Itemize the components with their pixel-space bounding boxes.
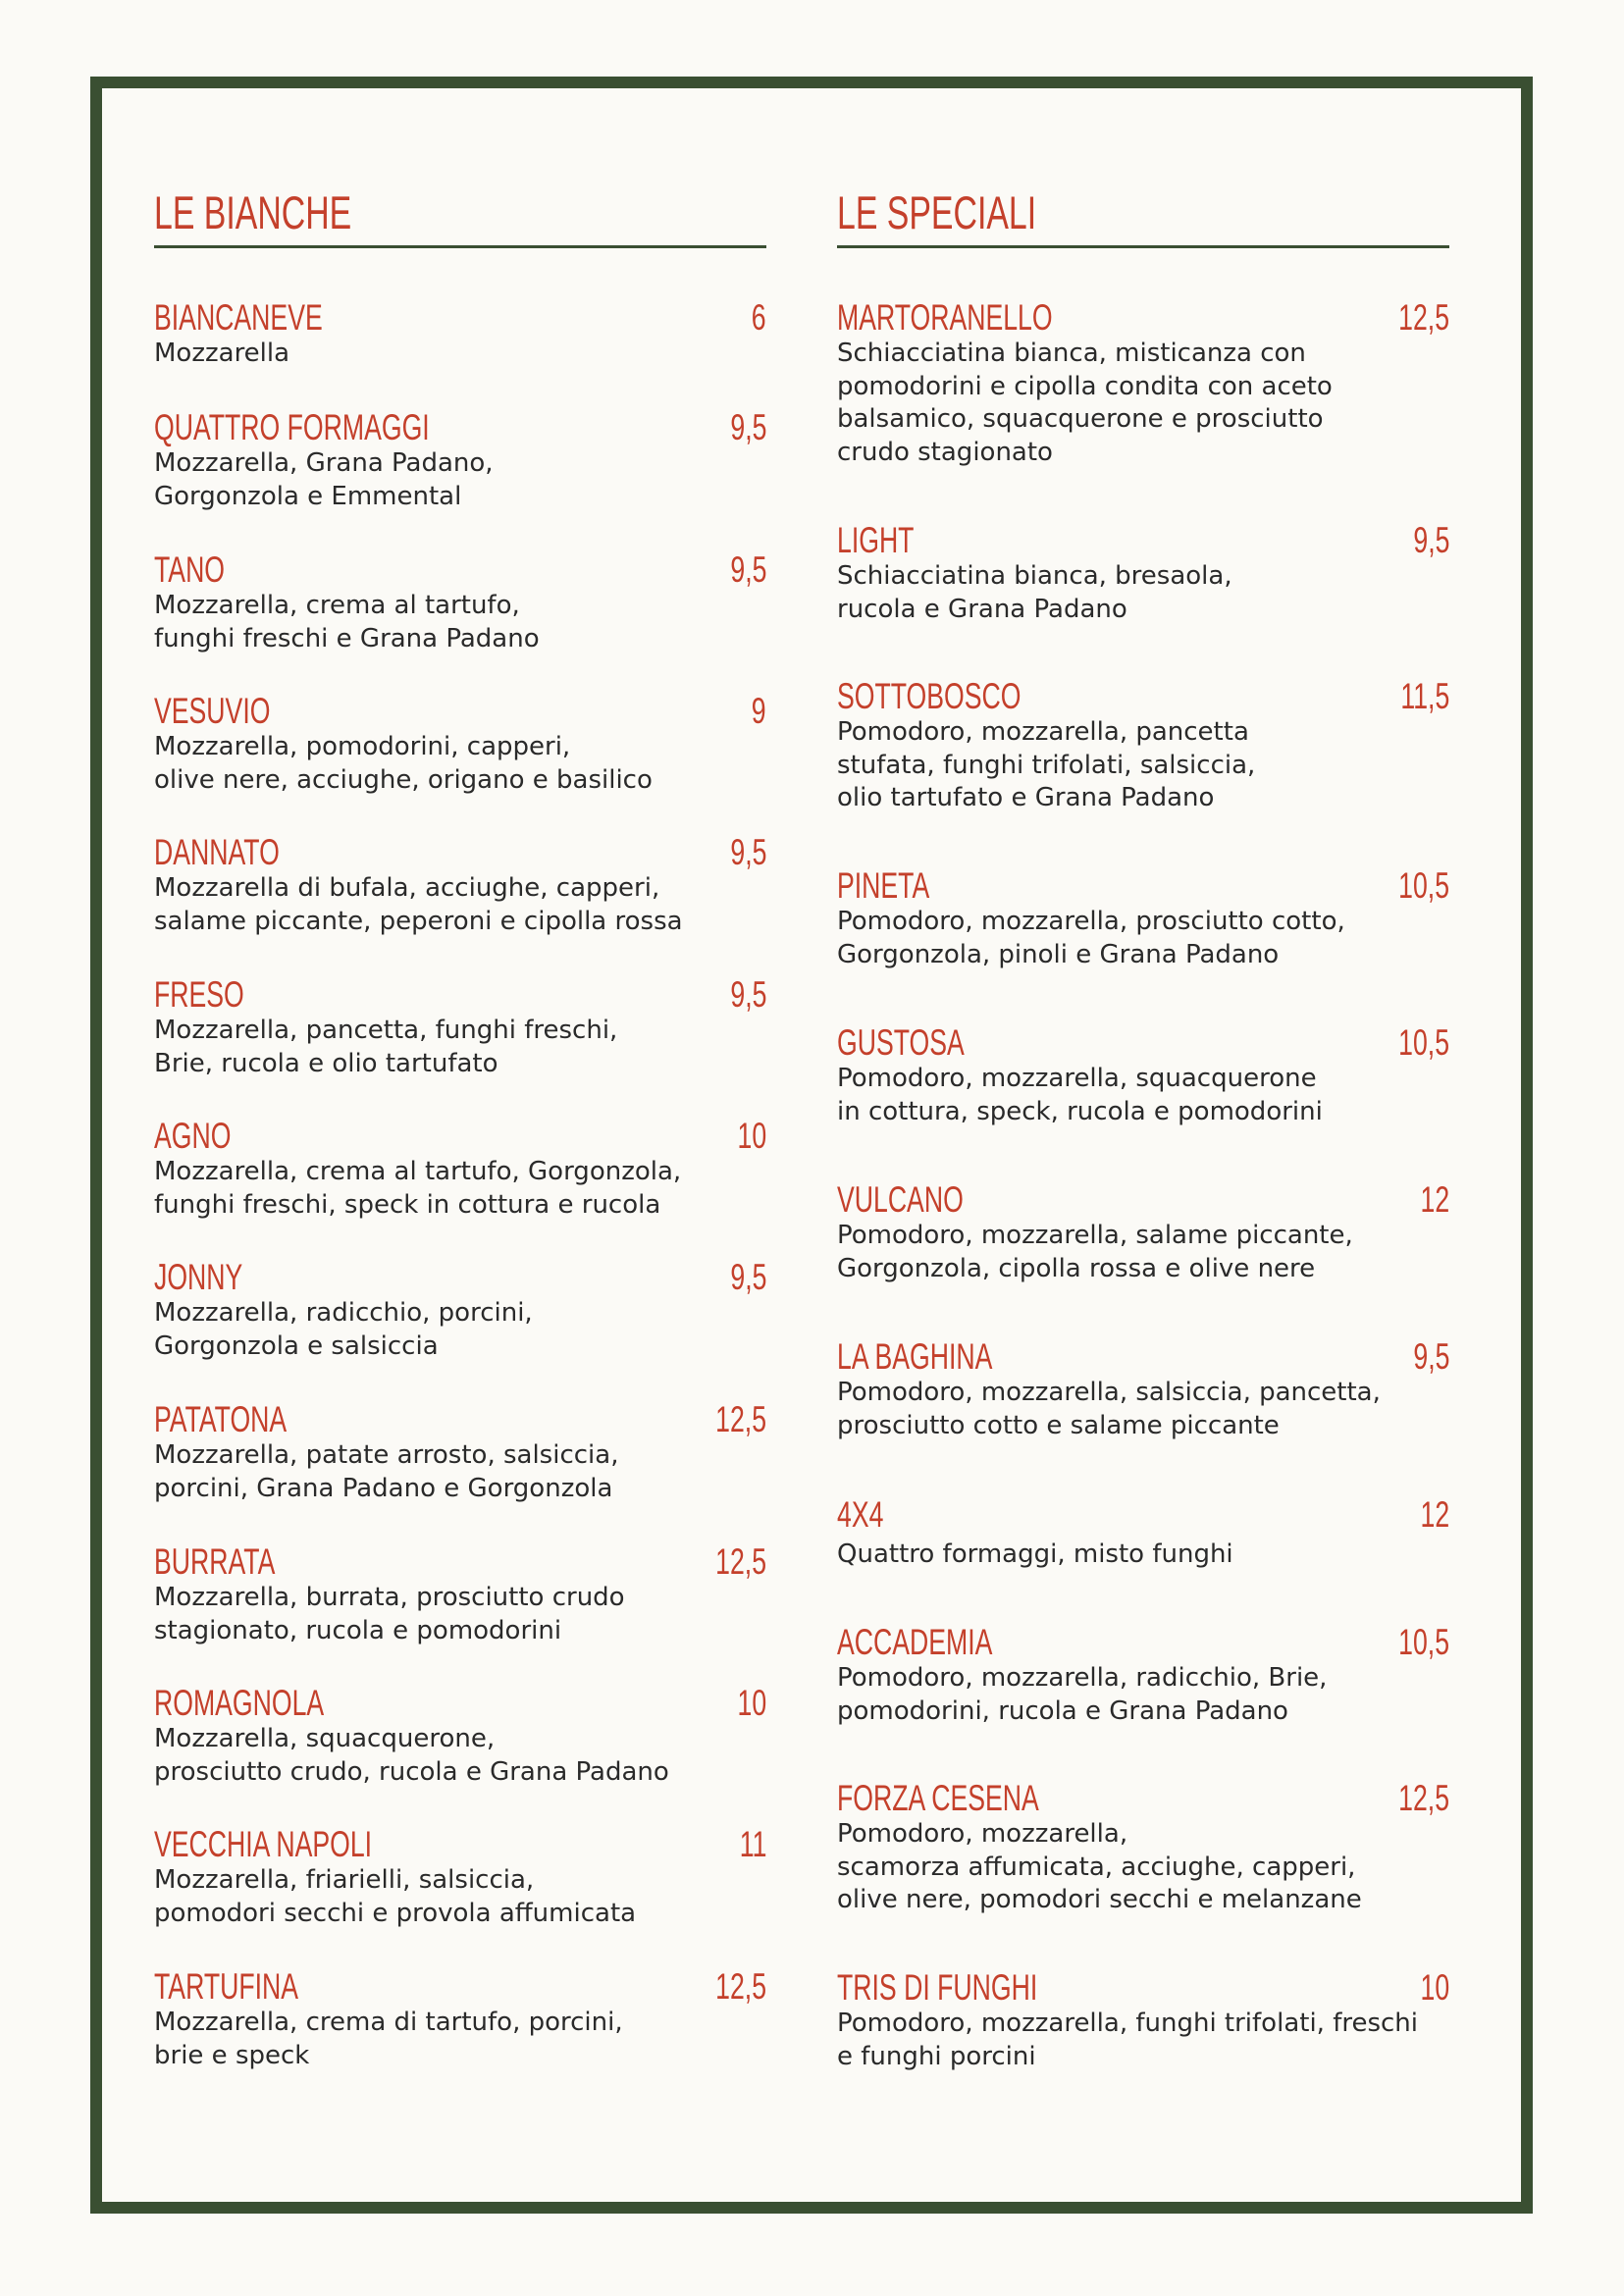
menu-item bbox=[837, 521, 1449, 626]
menu-item bbox=[837, 1337, 1449, 1442]
section-divider bbox=[837, 245, 1449, 248]
item-description: Mozzarella, crema al tartufo, Gorgonzola, funghi freschi, speck in cottura e rucola bbox=[154, 1157, 682, 1220]
item-price: 12,5 bbox=[1398, 1778, 1449, 1818]
item-name: QUATTRO FORMAGGI bbox=[154, 407, 430, 447]
menu-item bbox=[837, 1623, 1449, 1728]
item-description: Mozzarella, Grana Padano, Gorgonzola e Emmental bbox=[154, 448, 494, 511]
menu-item bbox=[154, 550, 766, 655]
item-description: Mozzarella, crema di tartufo, porcini, brie e speck bbox=[154, 2008, 623, 2070]
item-price: 12,5 bbox=[1398, 297, 1449, 338]
item-description: Pomodoro, mozzarella, prosciutto cotto, Gorgonzola, pinoli e Grana Padano bbox=[837, 907, 1345, 969]
item-price: 9,5 bbox=[1412, 520, 1449, 560]
menu-item bbox=[154, 1825, 766, 1930]
item-name: 4X4 bbox=[837, 1494, 884, 1535]
item-price: 11,5 bbox=[1400, 676, 1449, 716]
item-name: BURRATA bbox=[154, 1541, 276, 1582]
item-name: DANNATO bbox=[154, 832, 280, 872]
item-name: ROMAGNOLA bbox=[154, 1683, 325, 1723]
item-description: Mozzarella bbox=[154, 339, 290, 368]
item-description: Mozzarella, friarielli, salsiccia, pomodori secchi e provola affumicata bbox=[154, 1865, 637, 1928]
item-name: TRIS DI FUNGHI bbox=[837, 1967, 1038, 2008]
item-price: 10,5 bbox=[1398, 865, 1449, 906]
menu-item bbox=[154, 1258, 766, 1363]
section-title: LE SPECIALI bbox=[837, 186, 1037, 238]
menu-item bbox=[837, 866, 1449, 971]
item-price: 9,5 bbox=[729, 407, 766, 447]
item-description: Mozzarella di bufala, acciughe, capperi, salame piccante, peperoni e cipolla rossa bbox=[154, 873, 683, 936]
item-name: LA BAGHINA bbox=[837, 1336, 993, 1377]
item-price: 9,5 bbox=[729, 1257, 766, 1297]
item-name: FORZA CESENA bbox=[837, 1778, 1039, 1818]
menu-item bbox=[154, 1684, 766, 1789]
item-price: 12 bbox=[1420, 1179, 1449, 1220]
item-name: AGNO bbox=[154, 1116, 232, 1156]
menu-item bbox=[837, 1779, 1449, 1917]
item-name: LIGHT bbox=[837, 520, 915, 560]
item-description: Mozzarella, burrata, prosciutto crudo stagionato, rucola e pomodorini bbox=[154, 1583, 625, 1645]
menu-item bbox=[154, 975, 766, 1080]
item-name: VESUVIO bbox=[154, 691, 271, 731]
item-price: 9,5 bbox=[729, 974, 766, 1015]
item-price: 10,5 bbox=[1398, 1622, 1449, 1662]
item-description: Schiacciatina bianca, misticanza con pomodorini e cipolla condita con aceto balsamico, squacquerone e prosciutto crudo stagionato bbox=[837, 339, 1333, 467]
item-description: Mozzarella, pancetta, funghi freschi, Brie, rucola e olio tartufato bbox=[154, 1016, 618, 1078]
item-description: Pomodoro, mozzarella, funghi trifolati, freschi e funghi porcini bbox=[837, 2009, 1419, 2071]
item-name: ACCADEMIA bbox=[837, 1622, 993, 1662]
item-price: 9 bbox=[752, 691, 766, 731]
item-description: Mozzarella, squacquerone, prosciutto crudo, rucola e Grana Padano bbox=[154, 1724, 669, 1787]
item-price: 10 bbox=[1420, 1967, 1449, 2008]
section-bianche bbox=[154, 184, 766, 2070]
item-price: 9,5 bbox=[729, 549, 766, 590]
item-name: BIANCANEVE bbox=[154, 297, 323, 338]
item-price: 9,5 bbox=[1412, 1336, 1449, 1377]
item-description: Mozzarella, radicchio, porcini, Gorgonzola e salsiccia bbox=[154, 1298, 533, 1361]
item-description: Mozzarella, crema al tartufo, funghi freschi e Grana Padano bbox=[154, 591, 540, 653]
menu-item bbox=[154, 692, 766, 797]
item-description: Pomodoro, mozzarella, scamorza affumicata, acciughe, capperi, olive nere, pomodori secchi e melanzane bbox=[837, 1819, 1362, 1914]
item-description: Pomodoro, mozzarella, pancetta stufata, funghi trifolati, salsiccia, olio tartufato e Grana Padano bbox=[837, 717, 1256, 812]
item-description: Schiacciatina bianca, bresaola, rucola e Grana Padano bbox=[837, 561, 1232, 624]
item-name: JONNY bbox=[154, 1257, 243, 1297]
menu-item bbox=[837, 1023, 1449, 1128]
item-price: 12,5 bbox=[715, 1541, 766, 1582]
menu-item bbox=[837, 677, 1449, 815]
item-description: Pomodoro, mozzarella, salame piccante, Gorgonzola, cipolla rossa e olive nere bbox=[837, 1221, 1353, 1283]
item-description: Pomodoro, mozzarella, salsiccia, pancetta, prosciutto cotto e salame piccante bbox=[837, 1378, 1381, 1440]
item-name: PINETA bbox=[837, 865, 930, 906]
menu-item bbox=[837, 298, 1449, 469]
item-description: Quattro formaggi, misto funghi bbox=[837, 1539, 1233, 1569]
item-price: 10 bbox=[737, 1116, 766, 1156]
menu-item bbox=[154, 1400, 766, 1505]
item-name: VULCANO bbox=[837, 1179, 964, 1220]
menu-item bbox=[837, 1968, 1449, 2073]
item-name: TARTUFINA bbox=[154, 1966, 299, 2007]
menu-item bbox=[154, 298, 766, 371]
section-speciali bbox=[837, 184, 1449, 2071]
item-price: 10,5 bbox=[1398, 1022, 1449, 1063]
menu-item bbox=[154, 833, 766, 938]
menu-item bbox=[837, 1180, 1449, 1285]
menu-item bbox=[154, 408, 766, 513]
item-name: SOTTOBOSCO bbox=[837, 676, 1022, 716]
section-title: LE BIANCHE bbox=[154, 186, 352, 238]
item-name: MARTORANELLO bbox=[837, 297, 1053, 338]
item-name: GUSTOSA bbox=[837, 1022, 965, 1063]
item-name: TANO bbox=[154, 549, 226, 590]
item-price: 9,5 bbox=[729, 832, 766, 872]
section-divider bbox=[154, 245, 766, 248]
item-price: 12,5 bbox=[715, 1966, 766, 2007]
item-price: 12 bbox=[1420, 1494, 1449, 1535]
item-name: VECCHIA NAPOLI bbox=[154, 1824, 373, 1864]
item-description: Pomodoro, mozzarella, squacquerone in cottura, speck, rucola e pomodorini bbox=[837, 1064, 1323, 1126]
menu-item bbox=[154, 1117, 766, 1222]
item-price: 6 bbox=[752, 297, 766, 338]
item-description: Pomodoro, mozzarella, radicchio, Brie, pomodorini, rucola e Grana Padano bbox=[837, 1663, 1328, 1726]
item-price: 12,5 bbox=[715, 1399, 766, 1439]
menu-item bbox=[154, 1967, 766, 2072]
item-description: Mozzarella, patate arrosto, salsiccia, porcini, Grana Padano e Gorgonzola bbox=[154, 1440, 619, 1503]
menu-item bbox=[154, 1542, 766, 1647]
item-price: 10 bbox=[737, 1683, 766, 1723]
item-name: PATATONA bbox=[154, 1399, 288, 1439]
item-name: FRESO bbox=[154, 974, 244, 1015]
menu-item bbox=[837, 1495, 1449, 1572]
item-description: Mozzarella, pomodorini, capperi, olive nere, acciughe, origano e basilico bbox=[154, 732, 653, 795]
item-price: 11 bbox=[739, 1824, 766, 1864]
